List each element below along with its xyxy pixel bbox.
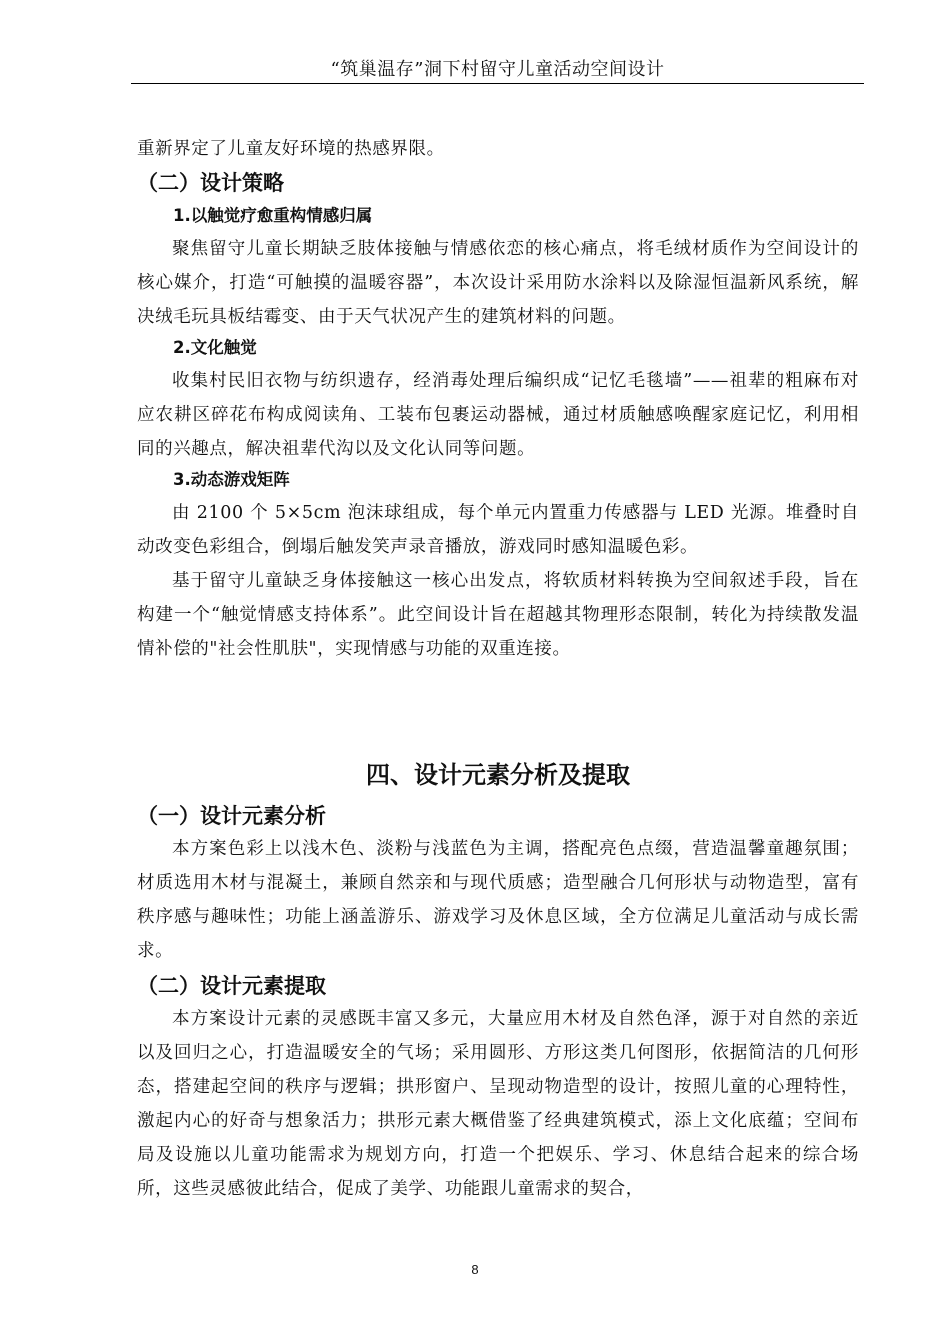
- header-divider: [131, 83, 864, 84]
- subheading-cultural-touch: 2.文化触觉: [173, 338, 257, 357]
- paragraph-dynamic-game-matrix: 由 2100 个 5×5cm 泡沫球组成，每个单元内置重力传感器与 LED 光源。堆叠时自动改变色彩组合，倒塌后触发笑声录音播放，游戏同时感知温暖色彩。: [137, 503, 859, 557]
- paragraph-element-analysis: 本方案色彩上以浅木色、淡粉与浅蓝色为主调，搭配亮色点缀，营造温馨童趣氛围；材质选用木材与混凝土，兼顾自然亲和与现代质感；造型融合几何形状与动物造型，富有秩序感与趣味性；功能上涵盖游乐、游戏学习及休息区域，全方位满足儿童活动与成长需求。: [137, 839, 859, 961]
- subheading-dynamic-game-matrix: 3.动态游戏矩阵: [173, 470, 290, 489]
- paragraph-strategy-summary: 基于留守儿童缺乏身体接触这一核心出发点，将软质材料转换为空间叙述手段，旨在构建一个“触觉情感支持体系”。此空间设计旨在超越其物理形态限制，转化为持续散发温情补偿的"社会性肌肤"，实现情感与功能的双重连接。: [137, 571, 859, 659]
- section-heading-element-analysis: （一）设计元素分析: [137, 804, 326, 828]
- paragraph-cultural-touch: 收集村民旧衣物与纺织遗存，经消毒处理后编织成“记忆毛毯墙”——祖辈的粗麻布对应农耕区碎花布构成阅读角、工装布包裹运动器械，通过材质触感唤醒家庭记忆，利用相同的兴趣点，解决祖辈代沟以及文化认同等问题。: [137, 371, 859, 459]
- page-body: [137, 132, 859, 1206]
- section-heading-design-strategy: （二）设计策略: [137, 171, 284, 195]
- paragraph-carryover: 重新界定了儿童友好环境的热感界限。: [137, 139, 445, 159]
- section-heading-element-extraction: （二）设计元素提取: [137, 974, 326, 998]
- running-header: “筑巢温存”洞下村留守儿童活动空间设计: [330, 59, 665, 80]
- paragraph-element-extraction: 本方案设计元素的灵感既丰富又多元，大量应用木材及自然色泽，源于对自然的亲近以及回归之心，打造温暖安全的气场；采用圆形、方形这类几何图形，依据简洁的几何形态，搭建起空间的秩序与逻辑；拱形窗户、呈现动物造型的设计，按照儿童的心理特性，激起内心的好奇与想象活力；拱形元素大概借鉴了经典建筑模式，添上文化底蕴；空间布局及设施以儿童功能需求为规划方向，打造一个把娱乐、学习、休息结合起来的综合场所，这些灵感彼此结合，促成了美学、功能跟儿童需求的契合，: [137, 1009, 859, 1199]
- page-number: 8: [471, 1262, 479, 1277]
- paragraph-tactile-healing: 聚焦留守儿童长期缺乏肢体接触与情感依恋的核心痛点，将毛绒材质作为空间设计的核心媒介，打造“可触摸的温暖容器”，本次设计采用防水涂料以及除湿恒温新风系统，解决绒毛玩具板结霉变、由于天气状况产生的建筑材料的问题。: [137, 239, 859, 327]
- subheading-tactile-healing: 1.以触觉疗愈重构情感归属: [173, 206, 373, 225]
- chapter-title: 四、设计元素分析及提取: [366, 761, 630, 789]
